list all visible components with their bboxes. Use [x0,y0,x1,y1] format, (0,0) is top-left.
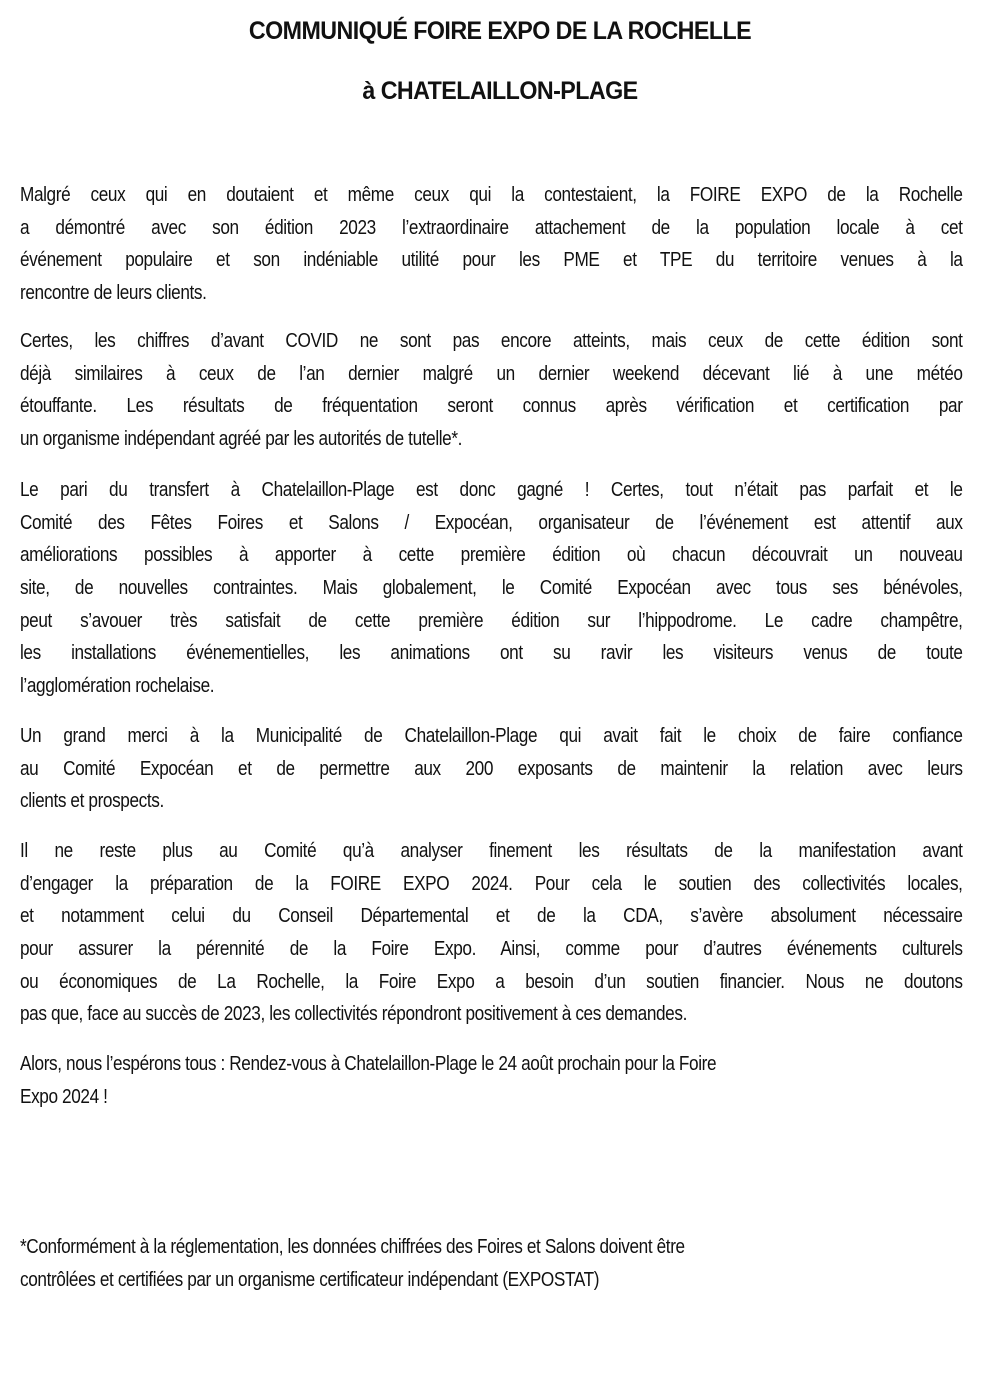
text-line: Un grand merci à la Municipalité de Chatelaillon-Plage qui avait fait le choix de faire confiance [20,725,963,747]
paragraph-thanks [20,720,963,818]
page-subtitle: à CHATELAILLON-PLAGE [362,77,638,105]
page-title: COMMUNIQUÉ FOIRE EXPO DE LA ROCHELLE [248,17,752,45]
text-line: pour assurer la pérennité de la Foire Expo. Ainsi, comme pour d’autres événements culturels [20,938,963,961]
paragraph-transfer [20,474,963,703]
text-line: peut s’avouer très satisfait de cette première édition sur l’hippodrome. Le cadre champêtre, [20,609,963,632]
text-line: clients et prospects. [20,790,164,813]
text-line: l’agglomération rochelaise. [20,675,215,698]
text-line: Il ne reste plus au Comité qu’à analyser finement les résultats de la manifestation avant [20,840,963,862]
text-line: Malgré ceux qui en doutaient et même ceux qui la contestaient, la FOIRE EXPO de la Rochelle [20,184,963,206]
text-line: ou économiques de La Rochelle, la Foire Expo a besoin d’un soutien financier. Nous ne doutons [20,970,963,993]
paragraph-intro [20,179,963,310]
text-line: Le pari du transfert à Chatelaillon-Plage est donc gagné ! Certes, tout n’était pas parfait et le [20,479,963,501]
text-line: *Conformément à la réglementation, les données chiffrées des Foires et Salons doivent être [20,1236,685,1258]
text-line: un organisme indépendant agréé par les autorités de tutelle*. [20,428,463,451]
text-line: site, de nouvelles contraintes. Mais globalement, le Comité Expocéan avec tous ses bénévoles, [20,577,963,600]
text-line: d’engager la préparation de la FOIRE EXPO 2024. Pour cela le soutien des collectivités locales, [20,872,963,895]
text-line: au Comité Expocéan et de permettre aux 200 exposants de maintenir la relation avec leurs [20,757,963,780]
text-line: déjà similaires à ceux de l’an dernier malgré un dernier weekend décevant lié à une météo [20,362,963,385]
text-line: Alors, nous l’espérons tous : Rendez-vous à Chatelaillon-Plage le 24 août prochain pour la Foire [20,1053,717,1075]
text-line: Expo 2024 ! [20,1085,108,1108]
paragraph-closing [20,1048,963,1113]
text-line: et notamment celui du Conseil Départemental et de la CDA, s’avère absolument nécessaire [20,905,963,928]
paragraph-funding [20,835,963,1031]
text-line: les installations événementielles, les animations ont su ravir les visiteurs venus de toute [20,642,963,665]
text-line: étouffante. Les résultats de fréquentation seront connus après vérification et certification par [20,395,963,418]
text-line: Comité des Fêtes Foires et Salons / Expocéan, organisateur de l’événement est attentif aux [20,511,963,534]
paragraph-figures [20,325,963,456]
text-line: événement populaire et son indéniable utilité pour les PME et TPE du territoire venues à la [20,249,963,272]
text-line: pas que, face au succès de 2023, les collectivités répondront positivement à ces demandes. [20,1003,687,1026]
text-line: a démontré avec son édition 2023 l’extraordinaire attachement de la population locale à cet [20,216,963,239]
footnote [20,1231,963,1296]
text-line: Certes, les chiffres d’avant COVID ne sont pas encore atteints, mais ceux de cette édition sont [20,330,963,352]
text-line: améliorations possibles à apporter à cette première édition où chacun découvrait un nouveau [20,544,963,567]
text-line: rencontre de leurs clients. [20,282,207,305]
text-line: contrôlées et certifiées par un organisme certificateur indépendant (EXPOSTAT) [20,1268,600,1291]
